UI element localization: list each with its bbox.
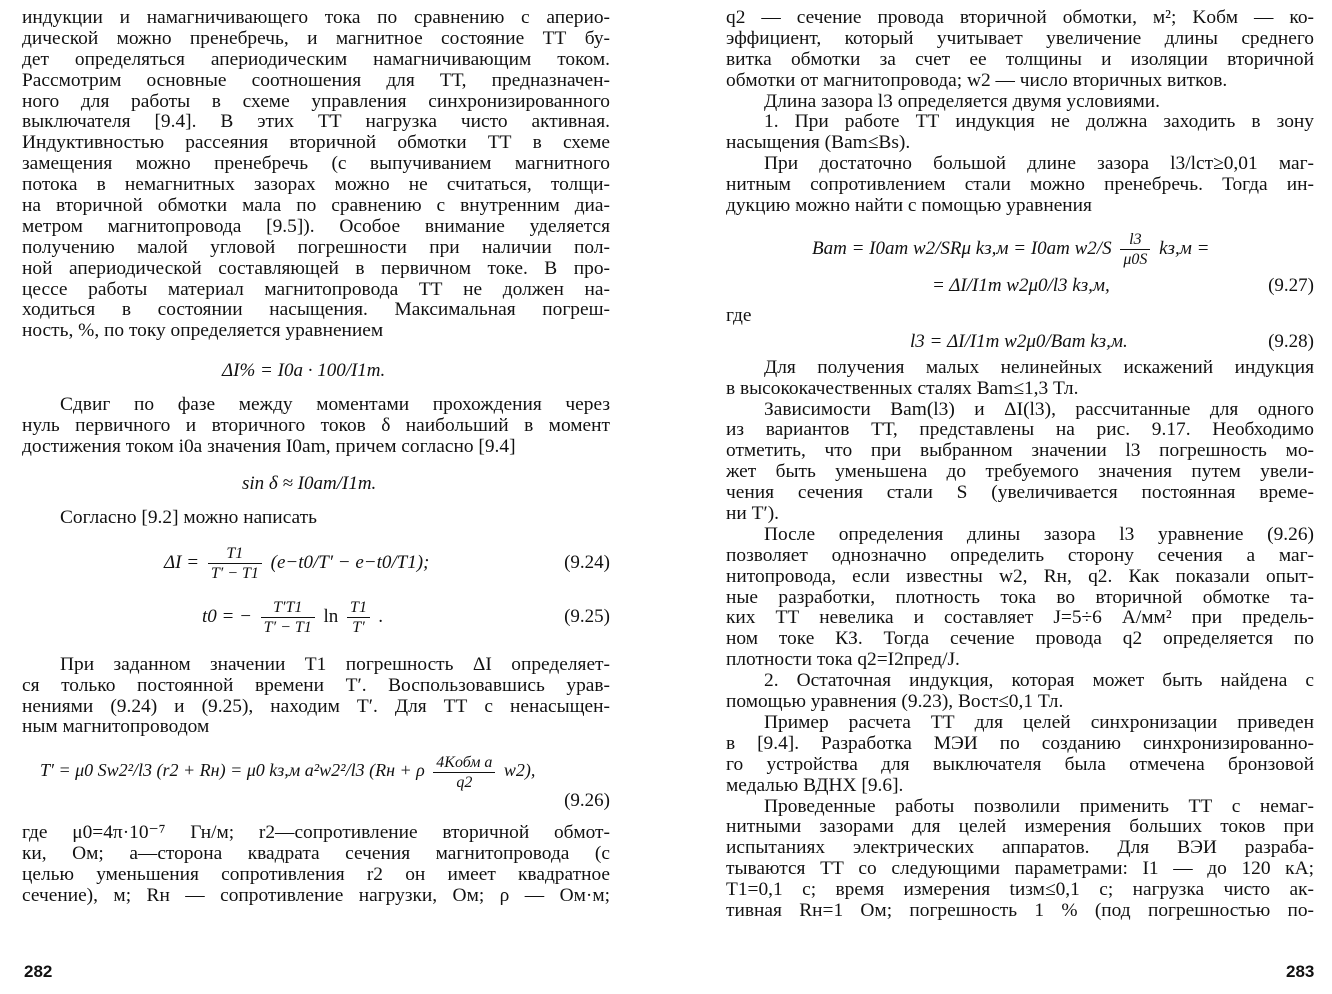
text-line: нитопровода, если известны w2, Rн, q2. Как показали опыт-	[726, 566, 1314, 587]
equation-delta-i-percent: ΔI% = I0a · 100/I1m.	[222, 360, 386, 382]
text-line: тивная Rн=1 Ом; погрешность 1 % (под погрешностью по-	[726, 900, 1314, 921]
text-line: испытаниях электрических аппаратов. Для ВЭИ разраба-	[726, 838, 1314, 859]
text-line: Сдвиг по фазе между моментами прохождения через	[60, 395, 610, 416]
text-line: ность, %, по току определяется уравнением	[22, 321, 384, 342]
right-paragraph-2	[726, 92, 1314, 113]
left-page	[22, 8, 610, 907]
right-where	[726, 306, 1314, 327]
text-line: плотности тока q2=I2пред/J.	[726, 650, 960, 671]
text-line: чения сечения стали S (увеличивается постоянная време-	[726, 483, 1314, 504]
text-line: ходиться в состоянии насыщения. Максимальная погреш-	[22, 300, 610, 321]
text-line: целью уменьшения сопротивления r2 он имеет квадратное	[22, 865, 610, 886]
text-line: q2 — сечение провода вторичной обмотки, м²; Kобм — ко-	[726, 8, 1314, 28]
text-line: Рассмотрим основные соотношения для ТТ, предназначен-	[22, 70, 610, 91]
equation-number: (9.27)	[1268, 274, 1314, 296]
text-line: нениями (9.24) и (9.25), находим T′. Для ТТ с ненасыщен-	[22, 696, 610, 717]
text-line: выключателя [9.4]. В этих ТТ нагрузка чисто активная.	[22, 112, 610, 133]
text-line: обмотки от магнитопровода; w2 — число вторичных витков.	[726, 70, 1228, 91]
text-line: замещения можно пренебречь (с выпучиванием магнитного	[22, 154, 610, 175]
text-line: После определения длины зазора l3 уравнение (9.26)	[764, 524, 1314, 545]
text-line: витка обмотки за счет ее толщины и изоляции вторичной	[726, 49, 1314, 70]
text-line: Пример расчета ТТ для целей синхронизации приведен	[764, 712, 1314, 733]
text-line: нитными зазорами для целей измерения больших токов при	[726, 817, 1314, 838]
right-paragraph-10	[726, 797, 1314, 922]
text-line: эффициент, который учитывает увеличение длины среднего	[726, 28, 1314, 49]
text-line: потока в немагнитных зазорах можно не считаться, толщи-	[22, 175, 610, 196]
text-line: где	[726, 305, 752, 326]
equation-9-26: T′ = μ0 Sw2²/l3 (r2 + Rн) = μ0 kз,м a²w2²/l3 (Rн + ρ $\frac{\text{4Kобм a}}{q2}$ w2),	[40, 753, 536, 791]
text-line: из вариантов ТТ, представлены на рис. 9.17. Необходимо	[726, 420, 1314, 441]
text-line: метром магнитопровода [9.5]). Особое внимание уделяется	[22, 216, 610, 237]
text-line: При заданном значении T1 погрешность ΔI определяет-	[60, 654, 610, 675]
page-number: 283	[1286, 962, 1315, 981]
right-page	[726, 8, 1314, 922]
text-line: 2. Остаточная индукция, которая может быть найдена с	[764, 671, 1314, 692]
text-line: Зависимости Bam(l3) и ΔI(l3), рассчитанные для одного	[764, 399, 1314, 420]
text-line: нитным сопротивлением стали можно пренебречь. Тогда ин-	[726, 175, 1314, 196]
right-paragraph-7	[726, 525, 1314, 671]
text-line: ном токе КЗ. Тогда сечение провода q2 определяется по	[726, 629, 1314, 650]
text-line: достижения током i0a значения I0am, причем согласно [9.4]	[22, 437, 516, 458]
text-line: Длина зазора l3 определяется двумя условиями.	[764, 91, 1161, 112]
text-line: медалью ВДНХ [9.6].	[726, 775, 904, 796]
right-paragraph-4	[726, 154, 1314, 217]
text-line: отметить, что при выбранном значении l3 погрешность мо-	[726, 441, 1314, 462]
right-paragraph-1	[726, 8, 1314, 92]
text-line: го устройства для выключателя была отмечена бронзовой	[726, 754, 1314, 775]
text-line: 1. При работе ТТ индукция не должна заходить в зону	[764, 112, 1314, 133]
right-paragraph-8	[726, 671, 1314, 713]
text-line: ные разработки, плотность тока во вторичной обмотке та-	[726, 587, 1314, 608]
text-line: Проведенные работы позволили применить ТТ с немаг-	[764, 796, 1314, 817]
text-line: индукции и намагничивающего тока по сравнению с аперио-	[22, 8, 610, 28]
equation-number: (9.26)	[564, 790, 610, 812]
left-paragraph-4	[22, 655, 610, 739]
text-line: сечение), м; Rн — сопротивление нагрузки, Ом; ρ — Ом·м;	[22, 886, 610, 907]
fraction: $\frac{l3}{\mu 0S}$	[1120, 230, 1150, 269]
equation-number: (9.25)	[564, 605, 610, 627]
text-line: Для получения малых нелинейных искажений индукция	[764, 357, 1314, 378]
text-line: Индуктивностью рассеяния вторичной обмотки ТТ в схеме	[22, 133, 610, 154]
equation-number: (9.28)	[1268, 330, 1314, 352]
left-paragraph-3	[22, 508, 610, 529]
text-line: ни T′).	[726, 504, 779, 525]
equation-9-26-number-row	[22, 790, 610, 811]
fraction: $\frac{T'T1}{T' - T1}$	[261, 598, 315, 637]
text-line: помощью уравнения (9.23), Bост≤0,1 Тл.	[726, 692, 1064, 713]
equation-9-24: ΔI = $\frac{T1}{T' - T1}$ (e−t0/T′ − e−t0/T1); (9.24)	[22, 543, 610, 583]
equation-9-28: l3 = ΔI/I1m w2μ0/Bam kз,м. (9.28)	[910, 330, 1314, 352]
text-line: цессе работы материал магнитопровода ТТ не должен на-	[22, 279, 610, 300]
equation-sin-delta: sin δ ≈ I0am/I1m.	[242, 472, 377, 494]
equation-number: (9.24)	[564, 551, 610, 573]
right-paragraph-3	[726, 112, 1314, 154]
text-line: При достаточно большой длине зазора l3/lст≥0,01 маг-	[764, 154, 1314, 175]
text-line: ного для работы в схеме управления синхронизированного	[22, 91, 610, 112]
text-line: нуль первичного и вторичного токов δ наибольший в момент	[22, 416, 610, 437]
fraction: $\frac{\text{4Kобм a}}{q2}$	[433, 753, 495, 792]
equation-9-25: t0 = − $\frac{T'T1}{T' - T1}$ ln $\frac{T1}{T'}$ . (9.25)	[22, 597, 610, 637]
text-line: в высококачественных сталях Bam≤1,3 Тл.	[726, 378, 1079, 399]
text-line: насыщения (Bam≤Bs).	[726, 133, 911, 154]
text-line: ным магнитопроводом	[22, 717, 210, 738]
fraction: $\frac{T1}{T'}$	[347, 598, 370, 637]
right-paragraph-9	[726, 713, 1314, 797]
text-line: ной апериодической составляющей в первичном токе. В про-	[22, 258, 610, 279]
text-line: позволяет однозначно определить сторону сечения a маг-	[726, 545, 1314, 566]
right-paragraph-5	[726, 358, 1314, 400]
text-line: жет быть уменьшена до требуемого значения путем увели-	[726, 462, 1314, 483]
text-line: дической можно пренебречь, и магнитное состояние ТТ бу-	[22, 28, 610, 49]
text-line: дукцию можно найти с помощью уравнения	[726, 196, 1092, 217]
text-line: получению малой угловой погрешности при наличии пол-	[22, 237, 610, 258]
text-line: Согласно [9.2] можно написать	[60, 507, 317, 528]
right-paragraph-6	[726, 400, 1314, 525]
fraction: $\frac{T1}{T' - T1}$	[208, 544, 262, 583]
text-line: дет определяться апериодическим намагничивающим током.	[22, 49, 610, 70]
equation-9-27-line-2: = ΔI/I1m w2μ0/l3 kз,м, (9.27)	[932, 274, 1314, 296]
text-line: в [9.4]. Разработка МЭИ по созданию синхронизированно-	[726, 733, 1314, 754]
text-line: ких ТТ невелика и составляет J=5÷6 А/мм² при предель-	[726, 608, 1314, 629]
left-paragraph-5	[22, 823, 610, 907]
text-line: тываются ТТ со следующими параметрами: I1 — до 120 кА;	[726, 859, 1314, 880]
text-line: T1=0,1 с; время измерения tизм≤0,1 с; нагрузка чисто ак-	[726, 880, 1314, 901]
text-line: где μ0=4π·10⁻⁷ Гн/м; r2—сопротивление вторичной обмот-	[22, 823, 610, 844]
text-line: ки, Ом; a—сторона квадрата сечения магнитопровода (с	[22, 844, 610, 865]
equation-9-27-line-1: Bam = I0am w2/SRμ kз,м = I0am w2/S $\frac{l3}{\mu 0S}$ kз,м =	[812, 231, 1210, 269]
left-paragraph-1	[22, 8, 610, 342]
left-paragraph-2	[22, 395, 610, 458]
text-line: ся только постоянной времени T′. Воспользовавшись урав-	[22, 675, 610, 696]
page-number: 282	[24, 962, 53, 981]
text-line: на вторичной обмотки мала по сравнению с внутренним диа-	[22, 196, 610, 217]
